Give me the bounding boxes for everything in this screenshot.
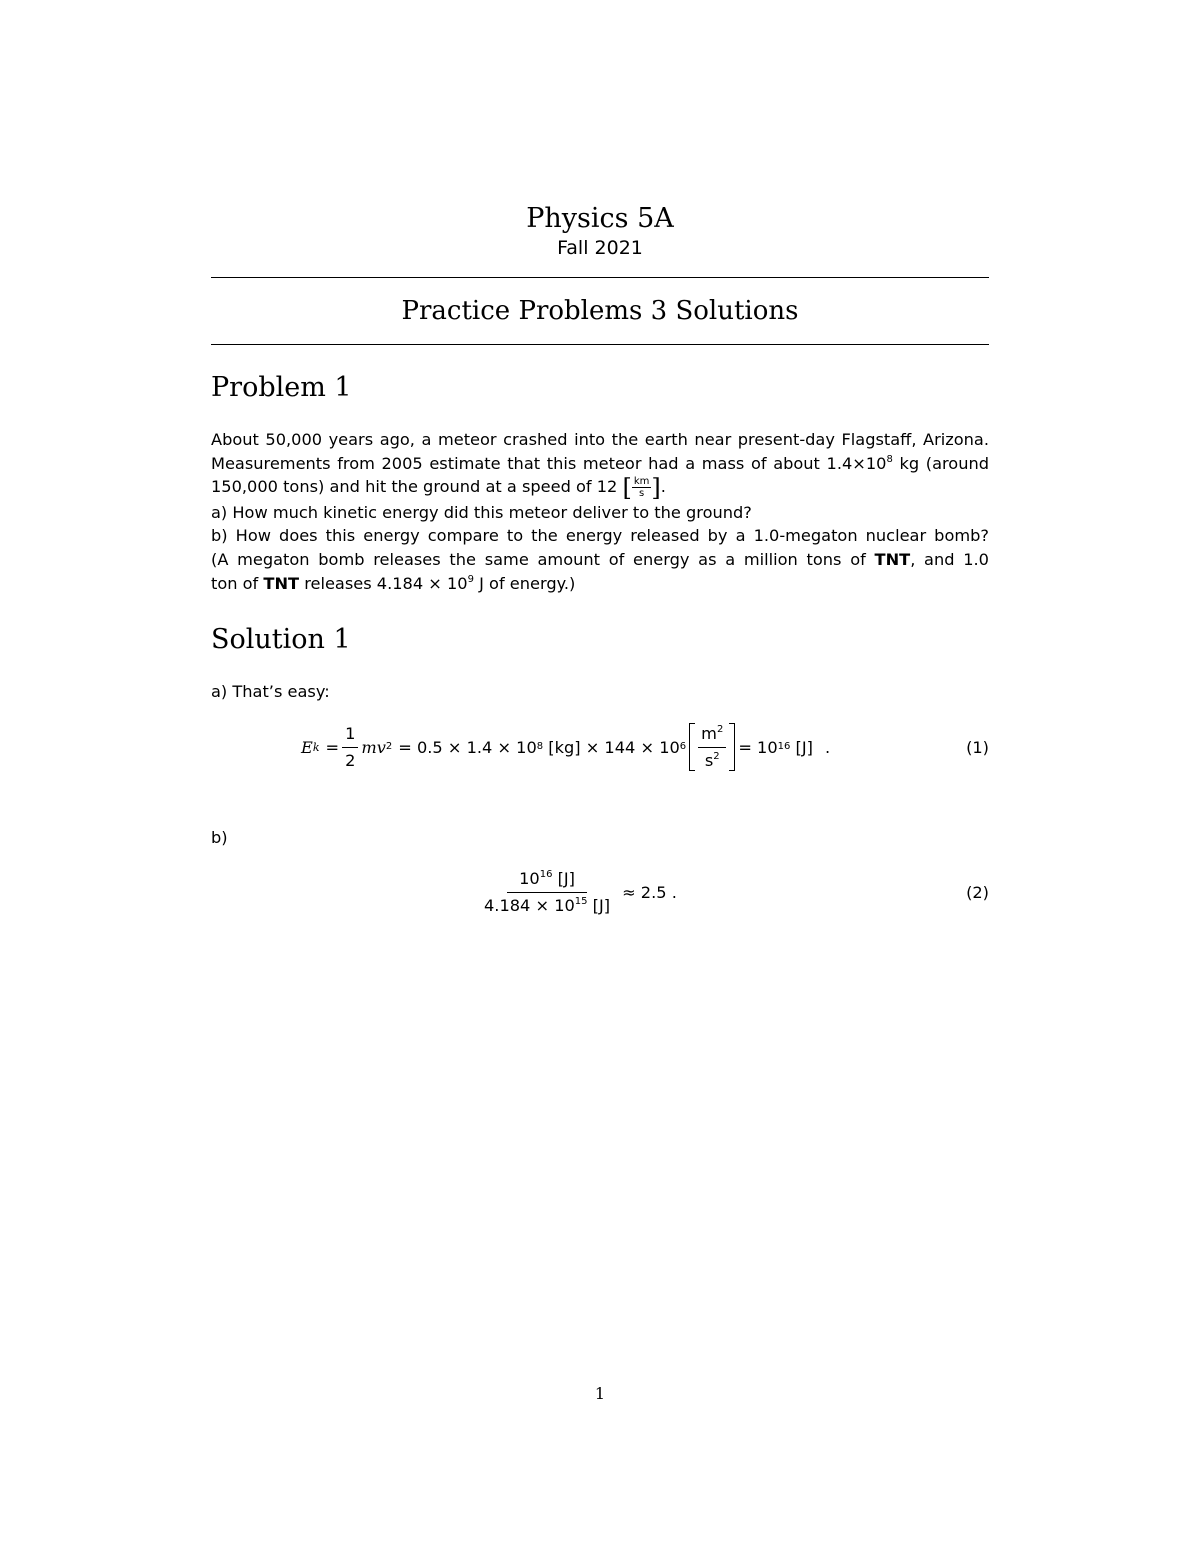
unit-bracket	[689, 723, 735, 772]
solution-part-a: a) That’s easy:	[211, 682, 330, 701]
course-title: Physics 5A	[526, 203, 674, 234]
problem-statement	[211, 428, 989, 595]
solution-part-b: b)	[211, 828, 228, 847]
ratio-fraction: $\frac{10^{16} [J]}{4.184 \times 10^{15} [J]}$	[484, 868, 611, 915]
page-number: 1	[594, 1384, 606, 1403]
equation-2-body: $\frac{10^{16} [J]}{4.184 \times 10^{15} [J]}$ ≈ 2.5 .	[478, 857, 677, 927]
equation-1-body: E k = $\frac{1}{2}$ mv 2 = 0.5 × 1.4 × 10 8 [kg] × 144 × 10 6 $\frac{m^2}{s^2}$ = 10 16 [J] .	[301, 723, 831, 770]
document-title: Practice Problems 3 Solutions	[401, 296, 799, 326]
equation-1	[211, 712, 989, 782]
unit-fraction: $\frac{m^2}{s^2}$	[698, 723, 726, 772]
solution-heading: Solution 1	[211, 624, 351, 655]
problem-line-3: 150,000 tons) and hit the ground at a speed of 12 [ $\frac{km}{s}$ ].	[211, 474, 666, 503]
top-rule	[211, 277, 989, 278]
problem-heading: Problem 1	[211, 372, 352, 403]
question-a: a) How much kinetic energy did this meteor deliver to the ground?	[211, 502, 752, 522]
equation-1-number: (1)	[966, 737, 989, 757]
note-line-1: (A megaton bomb releases the same amount of energy as a million tons of TNT, and 1.0	[211, 549, 989, 569]
bottom-rule	[211, 344, 989, 345]
course-term: Fall 2021	[557, 237, 643, 259]
question-b: b) How does this energy compare to the energy released by a 1.0-megaton nuclear bomb?	[211, 526, 989, 546]
problem-line-1: About 50,000 years ago, a meteor crashed into the earth near present-day Flagstaff, Arizona.	[211, 430, 989, 449]
equation-2-number: (2)	[966, 882, 989, 902]
equation-2	[211, 857, 989, 927]
note-line-2: ton of TNT releases $4.184 \times 10^9$ J of energy.)	[211, 573, 576, 593]
half-fraction: $\frac{1}{2}$	[342, 723, 358, 772]
problem-line-2: Measurements from 2005 estimate that this meteor had a mass of about $1.4\times 10^8$ kg (around	[211, 453, 989, 473]
speed-unit-fraction: $\frac{km}{s}$	[633, 476, 650, 500]
